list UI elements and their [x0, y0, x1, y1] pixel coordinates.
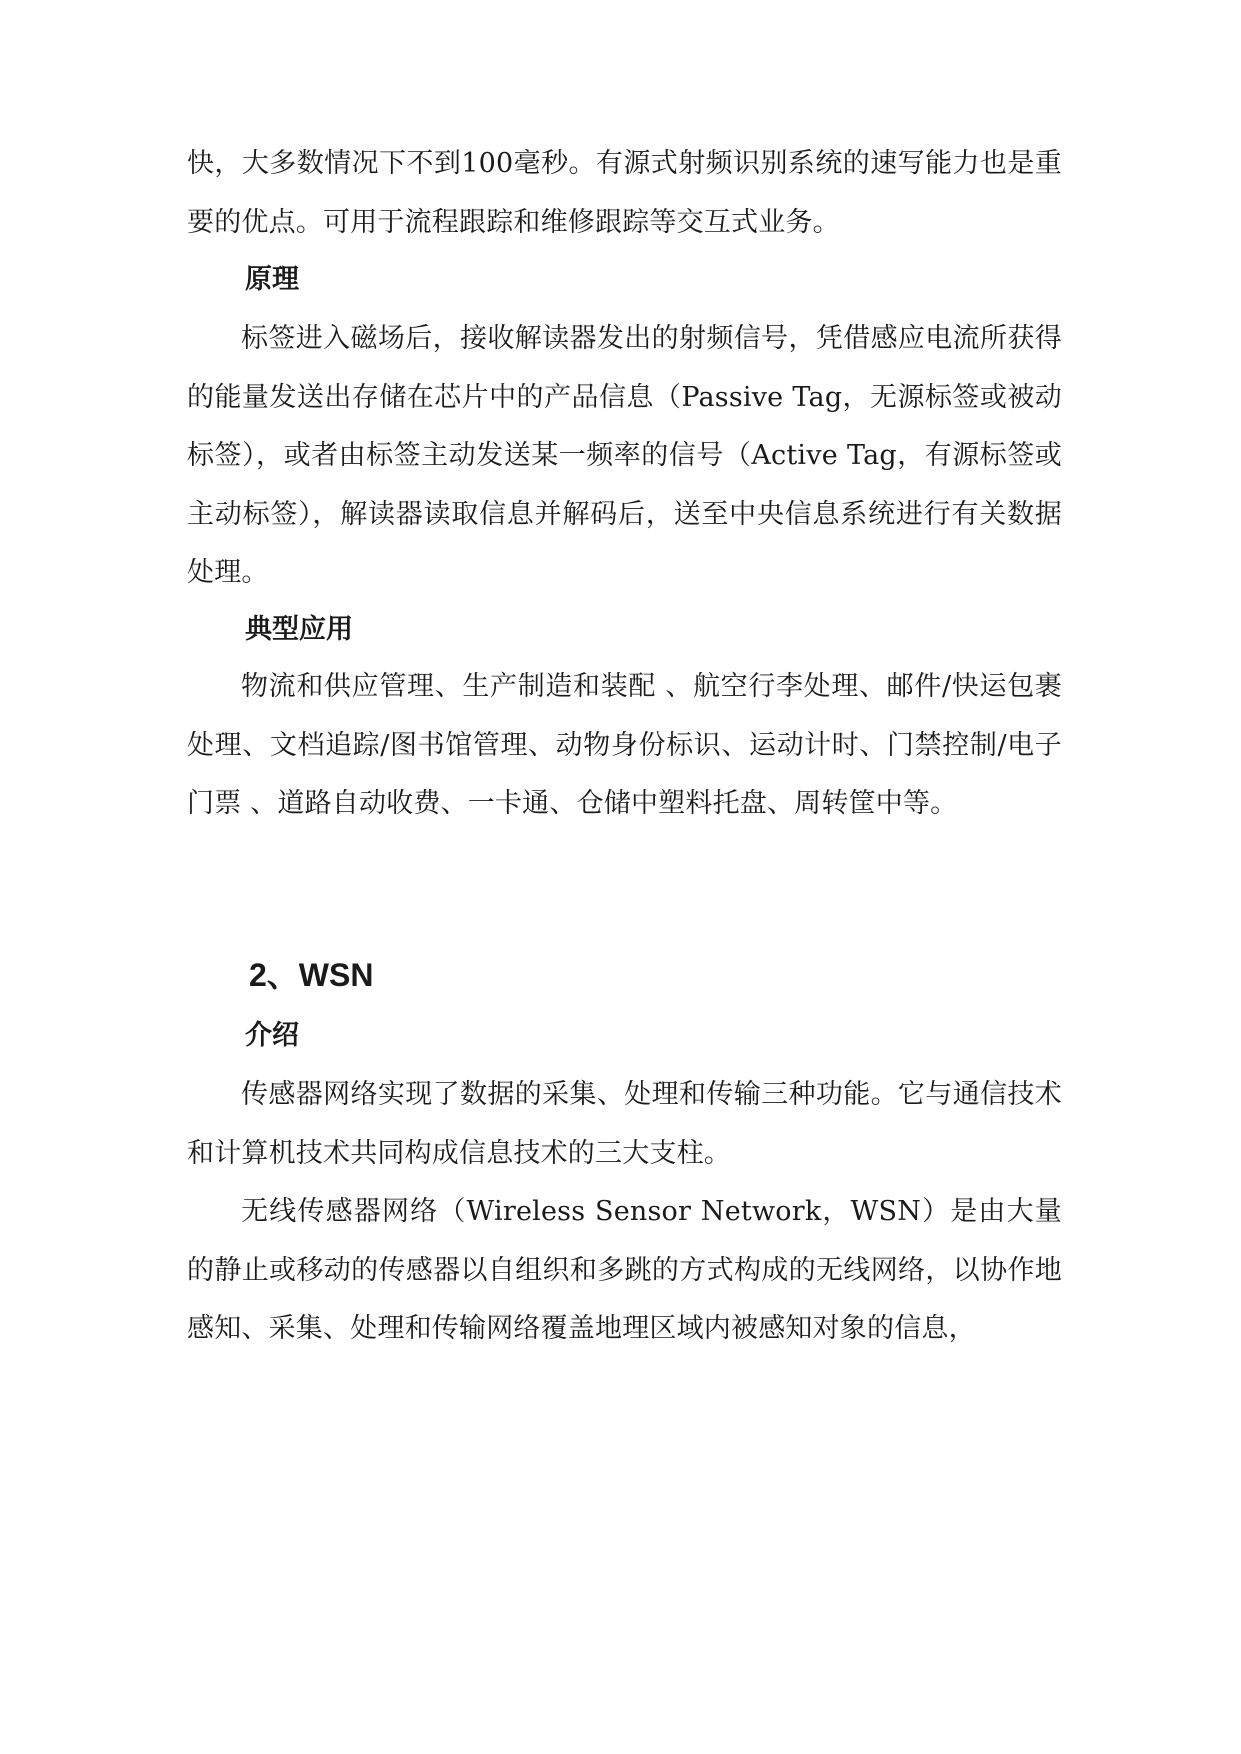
applications-heading: 典型应用 — [245, 614, 353, 645]
intro-paragraph-2: 无线传感器网络（Wireless Sensor Network，WSN）是由大量的静止或移动的传感器以自组织和多跳的方式构成的无线网络，以协作地感知、采集、处理和传输网络覆盖地理区域内被感知对象的信息， — [187, 1196, 1062, 1344]
continued-paragraph: 快，大多数情况下不到100毫秒。有源式射频识别系统的速写能力也是重要的优点。可用于流程跟踪和维修跟踪等交互式业务。 — [187, 148, 1062, 238]
principle-paragraph: 标签进入磁场后，接收解读器发出的射频信号，凭借感应电流所获得的能量发送出存储在芯片中的产品信息（Passive Tag，无源标签或被动标签），或者由标签主动发送某一频率的信号（Active Tag，有源标签或主动标签），解读器读取信息并解码后，送至中央信息系统进行有关数据处理。 — [187, 323, 1062, 588]
section-heading-wsn: 2、WSN — [249, 957, 374, 993]
intro-heading: 介绍 — [245, 1020, 299, 1051]
intro-paragraph-1: 传感器网络实现了数据的采集、处理和传输三种功能。它与通信技术和计算机技术共同构成信息技术的三大支柱。 — [187, 1079, 1062, 1169]
applications-paragraph: 物流和供应管理、生产制造和装配 、航空行李处理、邮件/快运包裹处理、文档追踪/图书馆管理、动物身份标识、运动计时、门禁控制/电子门票 、道路自动收费、一卡通、仓储中塑料托盘、周转筐中等。 — [187, 671, 1062, 819]
principle-heading: 原理 — [245, 264, 299, 295]
